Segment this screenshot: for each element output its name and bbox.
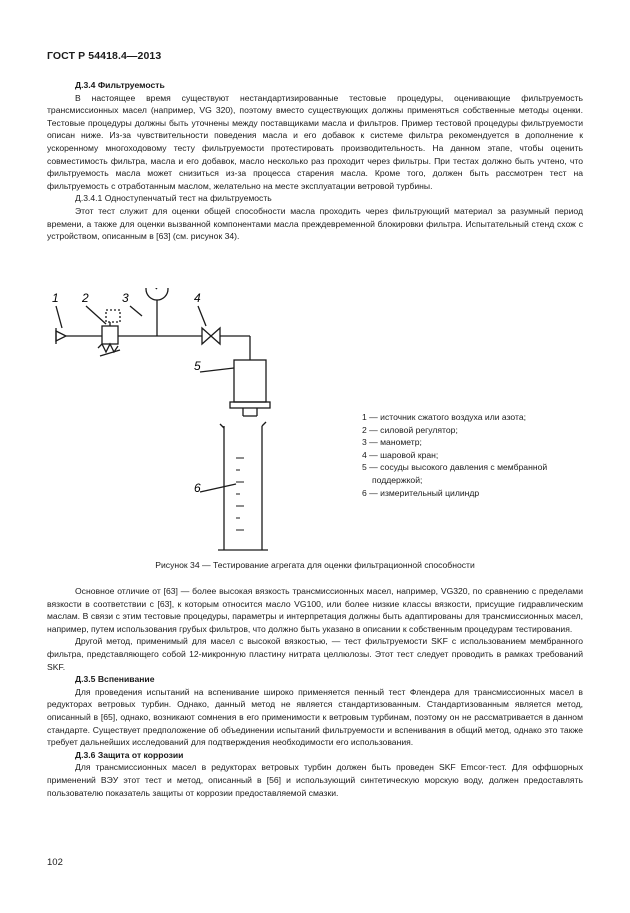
label-1: 1 [52, 291, 59, 305]
section-heading-d34: Д.3.4 Фильтруемость [75, 80, 165, 90]
legend-item: 1 — источник сжатого воздуха или азота; [362, 412, 527, 422]
paragraph: Для трансмиссионных масел в редукторах ветровых турбин должен быть проведен SKF Emcor-тест. Для оффшорных применений ВЭУ этот тест и метод, описанный в [56] и использующий синтетическую морскую воду, должен предоставлять пользователю показатель защиты от коррозии предоставляемой смазки. [47, 762, 583, 798]
legend-item: 6 — измерительный цилиндр [362, 487, 480, 498]
figure-caption: Рисунок 34 — Тестирование агрегата для оценки фильтрационной способности [155, 560, 475, 570]
legend-item: 2 — силовой регулятор; [362, 424, 458, 435]
label-2: 2 [82, 291, 89, 305]
section-continued [47, 585, 583, 799]
paragraph: Для проведения испытаний на вспенивание широко применяется пенный тест Флендера для трансмиссионных масел в редукторах ветровых турбин. Однако, данный метод не является стандартизованным. Стандартизованным является метод, описанный в [65], однако, возникают сомнения в его применимости к ветровым турбинам, поэтому он не рассматривается в данном стандарте. Существует предположение об объединении испытаний фильтруемости и вспенивания в общий метод, однако это также требует дальнейших исследований для подтверждения необходимости его использования. [47, 686, 583, 748]
label-5: 5 [194, 359, 201, 373]
section-filterability [47, 79, 583, 243]
paragraph: В настоящее время существуют нестандартизированные тестовые процедуры, оценивающие фильтруемость трансмиссионных масел (например, VG 320), поэтому вместо существующих должны применяться собственные методы оценки. Тестовые процедуры должны быть уточнены между поставщиками масла и фильтров. Пример тестовой процедуры фильтруемости описан ниже. Из-за чувствительности поведения масла и его добавок к системе фильтра рекомендуется в дополнение к ускоренному многоходовому тесту фильтруемости протестировать производительность. На данном этапе, чтобы оценить совместимость фильтра, масла и его добавок, масло несколько раз проходит через фильтры. При тестах должно быть учтено, что фильтруемость масла может снизиться из-за процесса старения масла. Кроме того, должен быть рассмотрен тест на фильтруемость с отработанным маслом, желательно на месте эксплуатации ветровой турбины. [47, 92, 583, 191]
label-3: 3 [122, 291, 129, 305]
page-number: 102 [47, 857, 63, 868]
paragraph: Основное отличие от [63] — более высокая вязкость трансмиссионных масел, например, VG320, по сравнению с пределами вязкости в соответствии с [63], к которым относится масло VG100, или более низкие классы вязкости, присущие гидравлическим маслам. В связи с этим тестовые процедуры, параметры и интерпретация должны быть адаптированы для трансмиссионных масел, например, путем использования грубых фильтров, что должно быть указано в описании к собственным процедурам тестирования. [47, 586, 583, 634]
legend-item: 5 — сосуды высокого давления с мембранной [362, 462, 548, 473]
legend-item-continuation: поддержкой; [372, 474, 423, 485]
figure-legend [362, 411, 592, 499]
section-heading-d35: Д.3.5 Вспенивание [75, 674, 155, 685]
legend-item: 4 — шаровой кран; [362, 449, 439, 460]
label-6: 6 [194, 481, 201, 495]
subsection-heading-d341: Д.3.4.1 Одноступенчатый тест на фильтруемость [75, 193, 272, 204]
test-rig-diagram [40, 288, 340, 560]
paragraph: Этот тест служит для оценки общей способности масла проходить через фильтрующий материал за разумный период времени, а также для оценки вызванной компонентами масла преждевременной блокировки фильтра. Испытательный стенд схож с устройством, описанным в [63] (см. рисунок 34). [47, 205, 583, 242]
standard-header: ГОСТ Р 54418.4—2013 [47, 50, 162, 62]
section-heading-d36: Д.3.6 Защита от коррозии [75, 749, 184, 760]
label-4: 4 [194, 291, 201, 305]
legend-item: 3 — манометр; [362, 437, 422, 448]
paragraph: Другой метод, применимый для масел с высокой вязкостью, — тест фильтруемости SKF с использованием мембранного фильтра, представляющего собой 12-микронную пластину нитрата целлюлозы. Этот тест следует проводить в рамках требований SKF. [47, 636, 583, 672]
